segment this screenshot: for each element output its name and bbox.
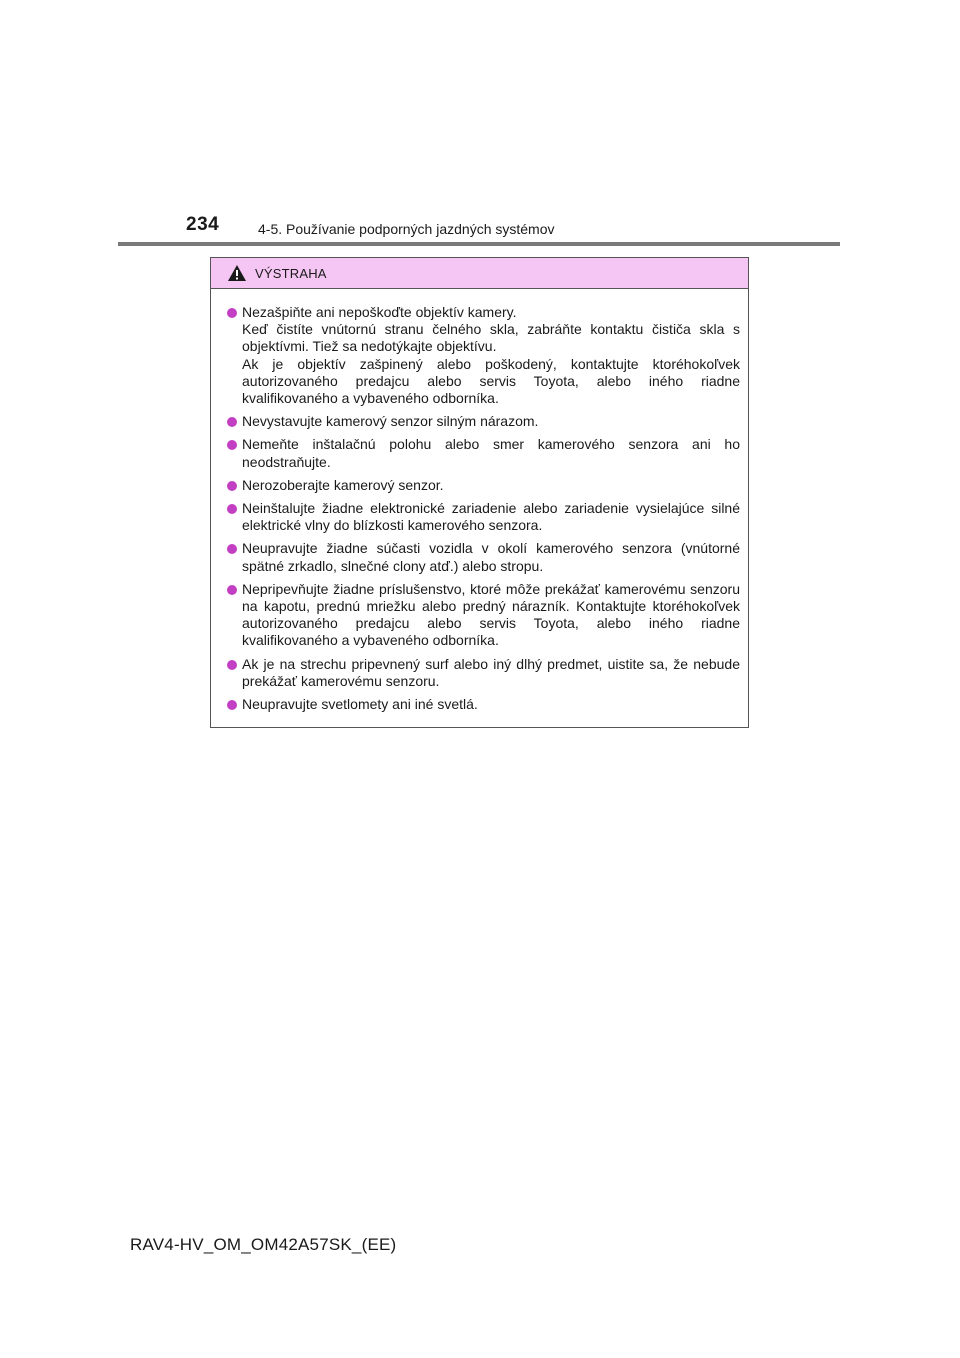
page-number: 234: [186, 214, 220, 235]
warning-item-text: Nerozoberajte kamerový senzor.: [242, 476, 444, 493]
bullet-icon: [227, 504, 237, 514]
warning-item-text: Nepripevňujte žiadne príslušenstvo, ktoré môže prekážať kamerovému senzoru na kapotu, prednú mriežku alebo predný nárazník. Kontaktujte ktoréhokoľvek autorizovaného predajcu alebo servis Toyota, alebo iného riadne kvalifikovaného a vybaveného odborníka.: [242, 580, 740, 649]
warning-list: [211, 289, 748, 713]
bullet-icon: [227, 700, 237, 710]
warning-item-text: Neupravujte žiadne súčasti vozidla v okolí kamerového senzora (vnútorné spätné zrkadlo, slnečné clony atď.) alebo stropu.: [242, 540, 740, 574]
warning-item: [227, 436, 740, 470]
document-code: RAV4-HV_OM_OM42A57SK_(EE): [130, 1235, 397, 1254]
warning-item-text: Ak je na strechu pripevnený surf alebo iný dlhý predmet, uistite sa, že nebude prekážať kamerovému senzoru.: [242, 655, 740, 689]
bullet-icon: [227, 585, 237, 595]
warning-item: [227, 540, 740, 574]
bullet-icon: [227, 417, 237, 427]
bullet-icon: [227, 308, 237, 318]
warning-box: [210, 257, 749, 728]
warning-item: [227, 413, 740, 430]
warning-item: [227, 500, 740, 534]
warning-item-text: Neinštalujte žiadne elektronické zariadenie alebo zariadenie vysielajúce silné elektrické vlny do blízkosti kamerového senzora.: [242, 500, 740, 534]
section-title: 4-5. Používanie podporných jazdných systémov: [258, 221, 555, 237]
bullet-icon: [227, 544, 237, 554]
bullet-icon: [227, 481, 237, 491]
warning-item: [227, 656, 740, 690]
header-divider: [118, 242, 840, 246]
warning-item-text: Nemeňte inštalačnú polohu alebo smer kamerového senzora ani ho neodstraňujte.: [242, 436, 740, 470]
warning-header: [211, 258, 748, 289]
warning-triangle-icon: [227, 264, 247, 282]
warning-label: VÝSTRAHA: [255, 265, 327, 281]
warning-item-text: Nezašpiňte ani nepoškoďte objektív kamery. Keď čistíte vnútornú stranu čelného skla, zabráňte kontaktu čističa skla s objektívmi. Tiež sa nedotýkajte objektívu. Ak je objektív zašpinený alebo poškodený, kontaktujte ktoréhokoľvek autorizovaného predajcu alebo servis Toyota, alebo iného riadne kvalifikovaného a vybaveného odborníka.: [242, 304, 740, 407]
warning-item: [227, 696, 740, 713]
bullet-icon: [227, 440, 237, 450]
warning-item: [227, 581, 740, 650]
warning-item-text: Neupravujte svetlomety ani iné svetlá.: [242, 696, 478, 713]
warning-item: [227, 304, 740, 407]
warning-item: [227, 477, 740, 494]
warning-item-text: Nevystavujte kamerový senzor silným nárazom.: [242, 413, 539, 430]
bullet-icon: [227, 660, 237, 670]
